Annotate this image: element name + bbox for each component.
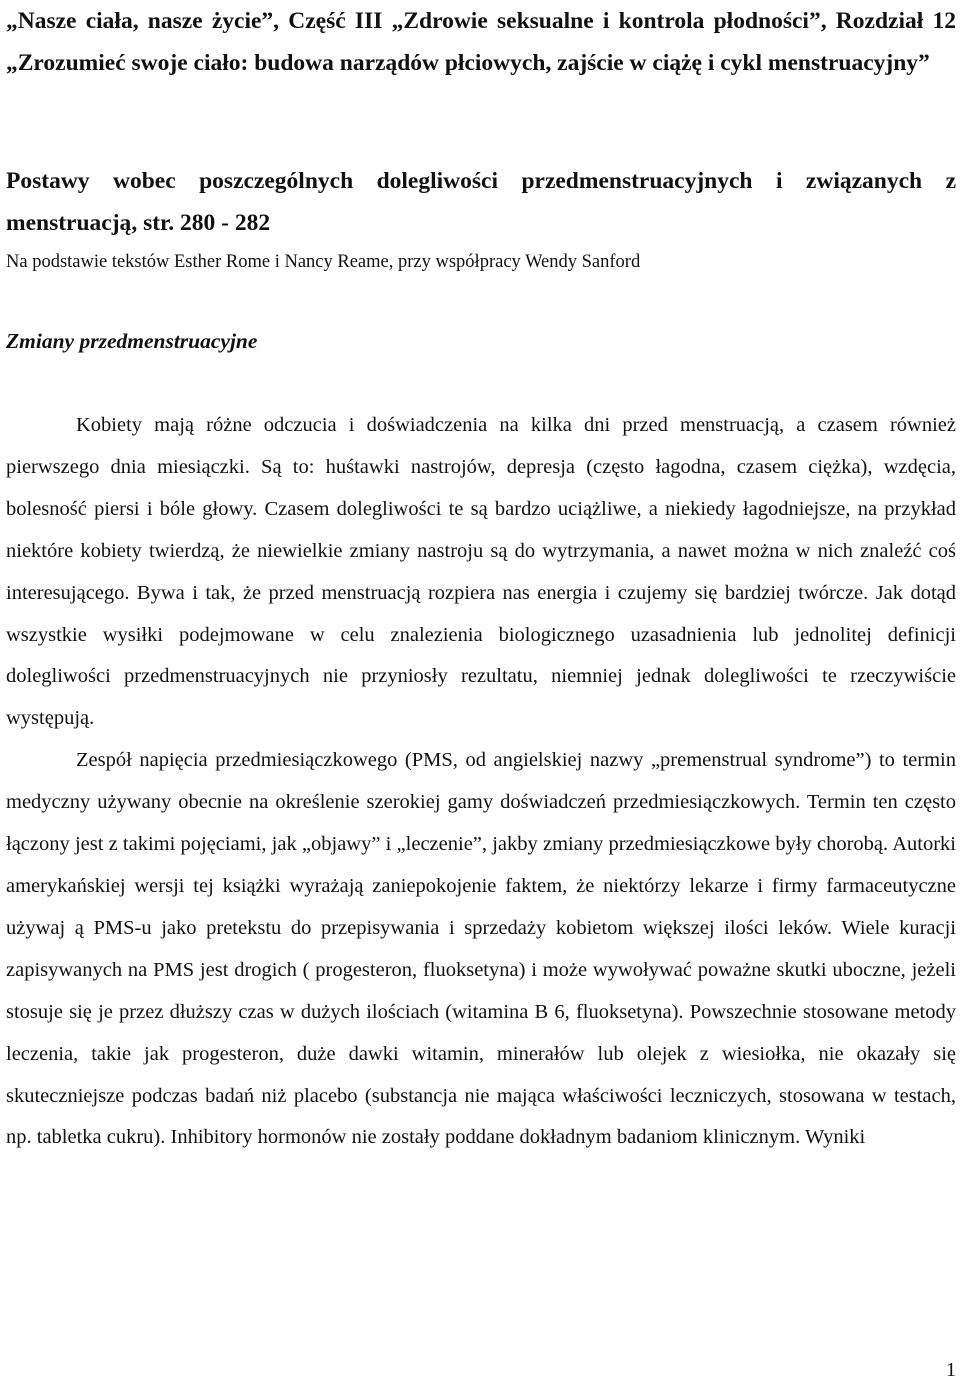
paragraph-2: Zespół napięcia przedmiesiączkowego (PMS, od angielskiej nazwy „premenstrual syndrome”) to termin medyczny używany obecnie na określenie szerokiej gamy doświadczeń przedmiesiączkowych. Termin ten często łączony jest z takimi pojęciami, jak „objawy” i „leczenie”, jakby zmiany przedmiesiączkowe były chorobą. Autorki amerykańskiej wersji tej książki wyrażają zaniepokojenie faktem, że niektórzy lekarze i firmy farmaceutyczne używaj ą PMS-u jako pretekstu do przepisywania i sprzedaży kobietom większej ilości leków. Wiele kuracji zapisywanych na PMS jest drogich ( progesteron, fluoksetyna) i może wywoływać poważne skutki uboczne, jeżeli stosuje się je przez dłuższy czas w dużych ilościach (witamina B 6, fluoksetyna). Powszechnie stosowane metody leczenia, takie jak progesteron, duże dawki witamin, minerałów lub olejek z wiesiołka, nie okazały się skuteczniejsze podczas badań niż placebo (substancja nie mająca właściwości leczniczych, stosowana w testach, np. tabletka cukru). Inhibitory hormonów nie zostały poddane dokładnym badaniom klinicznym. Wyniki <box>6 749 956 1149</box>
section-title <box>6 160 956 244</box>
subheading: Zmiany przedmenstruacyjne <box>6 329 258 353</box>
body-text <box>6 405 956 1159</box>
source-attribution: Na podstawie tekstów Esther Rome i Nancy Reame, przy współpracy Wendy Sanford <box>6 252 641 272</box>
section-title-text: Postawy wobec poszczególnych dolegliwości przedmenstruacyjnych i związanych z menstruacją <box>6 168 956 236</box>
paragraph-1: Kobiety mają różne odczucia i doświadczenia na kilka dni przed menstruacją, a czasem również pierwszego dnia miesiączki. Są to: huśtawki nastrojów, depresja (często łagodna, czasem ciężka), wzdęcia, bolesność piersi i bóle głowy. Czasem dolegliwości te są bardzo uciążliwe, a niekiedy łagodniejsze, na przykład niektóre kobiety twierdzą, że niewielkie zmiany nastroju są do wytrzymania, a nawet można w nich znaleźć coś interesującego. Bywa i tak, że przed menstruacją rozpiera nas energia i czujemy się bardziej twórcze. Jak dotąd wszystkie wysiłki podejmowane w celu znalezienia biologicznego uzasadnienia lub jednolitej definicji dolegliwości przedmenstruacyjnych nie przyniosły rezultatu, niemniej jednak dolegliwości te rzeczywiście występują. <box>6 414 956 730</box>
page-number: 1 <box>946 1359 956 1381</box>
document-title: „Nasze ciała, nasze życie”, Część III „Zdrowie seksualne i kontrola płodności”, Rozdział 12 „Zrozumieć swoje ciało: budowa narządów płciowych, zajście w ciążę i cykl menstruacyjny” <box>6 8 956 76</box>
section-pages: , str. 280 - 282 <box>131 210 271 236</box>
